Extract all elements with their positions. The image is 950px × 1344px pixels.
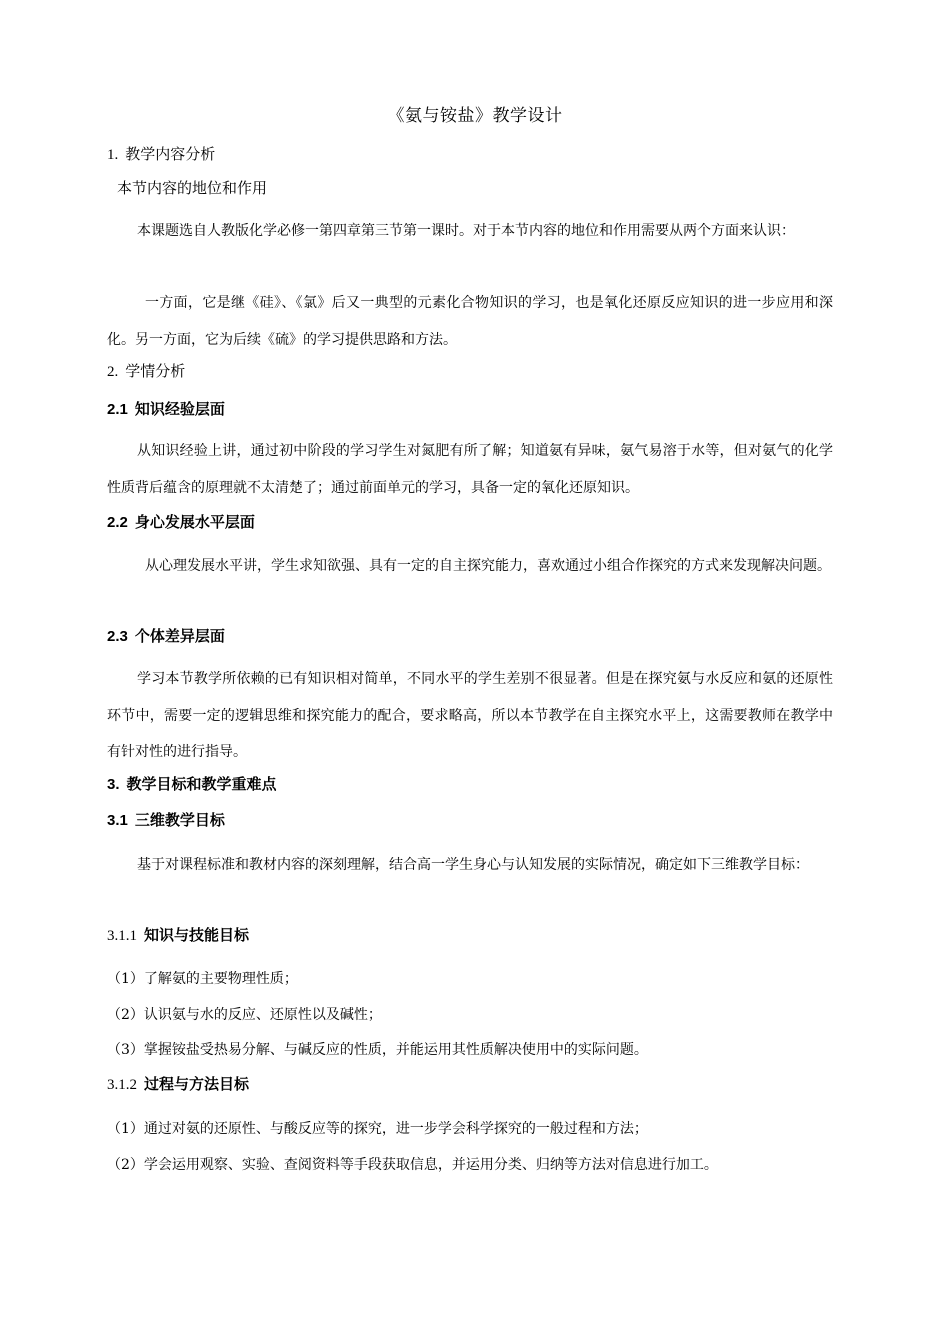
section-1-heading [107, 143, 215, 166]
section-number: 1. [107, 147, 119, 163]
section-title: 三维教学目标 [134, 811, 225, 829]
section-number: 2.2 [107, 514, 128, 531]
section-number: 3. [107, 776, 120, 793]
document-title: 《氨与铵盐》教学设计 [387, 106, 563, 126]
section-number: 2.3 [107, 628, 128, 645]
section-number: 3.1.2 [107, 1077, 137, 1093]
list-item: （1）了解氨的主要物理性质； [107, 971, 298, 987]
paragraph: 基于对课程标准和教材内容的深刻理解，结合高一学生身心与认知发展的实际情况，确定如下三维教学目标： [137, 857, 809, 873]
section-2-heading [107, 360, 185, 383]
list-item: （2）学会运用观察、实验、查阅资料等手段获取信息，并运用分类、归纳等方法对信息进行加工。 [107, 1157, 718, 1173]
section-2-1-heading [107, 398, 225, 421]
section-number: 2.1 [107, 401, 128, 418]
section-3-1-heading [107, 809, 225, 832]
paragraph: 从心理发展水平讲，学生求知欲强、具有一定的自主探究能力，喜欢通过小组合作探究的方式来发现解决问题。 [145, 558, 831, 574]
section-title: 知识与技能目标 [144, 926, 250, 944]
section-2-2-heading [107, 511, 255, 534]
section-3-1-1-heading [107, 924, 249, 947]
section-3-heading [107, 773, 277, 796]
section-2-3-heading [107, 625, 225, 648]
section-title: 教学内容分析 [125, 145, 216, 163]
section-title: 过程与方法目标 [144, 1075, 250, 1093]
section-title: 学情分析 [125, 362, 186, 380]
section-number: 2. [107, 364, 119, 380]
paragraph: 从知识经验上讲，通过初中阶段的学习学生对氮肥有所了解；知道氨有异味，氨气易溶于水等，但对氨气的化学性质背后蕴含的原理就不太清楚了；通过前面单元的学习，具备一定的氧化还原知识。 [107, 443, 833, 496]
section-number: 3.1.1 [107, 928, 137, 944]
paragraph: 一方面，它是继《硅》、《氯》后又一典型的元素化合物知识的学习，也是氧化还原反应知识的进一步应用和深化。另一方面，它为后续《硫》的学习提供思路和方法。 [107, 295, 833, 348]
section-title: 身心发展水平层面 [134, 513, 255, 531]
section-1-subheading: 本节内容的地位和作用 [117, 179, 268, 197]
list-item: （1）通过对氨的还原性、与酸反应等的探究，进一步学会科学探究的一般过程和方法； [107, 1121, 648, 1137]
section-number: 3.1 [107, 812, 128, 829]
paragraph: 学习本节教学所依赖的已有知识相对简单，不同水平的学生差别不很显著。但是在探究氨与水反应和氨的还原性环节中，需要一定的逻辑思维和探究能力的配合，要求略高，所以本节教学在自主探究水平上，这需要教师在教学中有针对性的进行指导。 [107, 671, 833, 760]
list-item: （3）掌握铵盐受热易分解、与碱反应的性质，并能运用其性质解决使用中的实际问题。 [107, 1042, 648, 1058]
list-item: （2）认识氨与水的反应、还原性以及碱性； [107, 1007, 382, 1023]
section-3-1-2-heading [107, 1073, 249, 1096]
paragraph: 本课题选自人教版化学必修一第四章第三节第一课时。对于本节内容的地位和作用需要从两个方面来认识： [137, 223, 795, 239]
section-title: 教学目标和教学重难点 [126, 775, 277, 793]
section-title: 知识经验层面 [134, 400, 225, 418]
section-title: 个体差异层面 [134, 627, 225, 645]
